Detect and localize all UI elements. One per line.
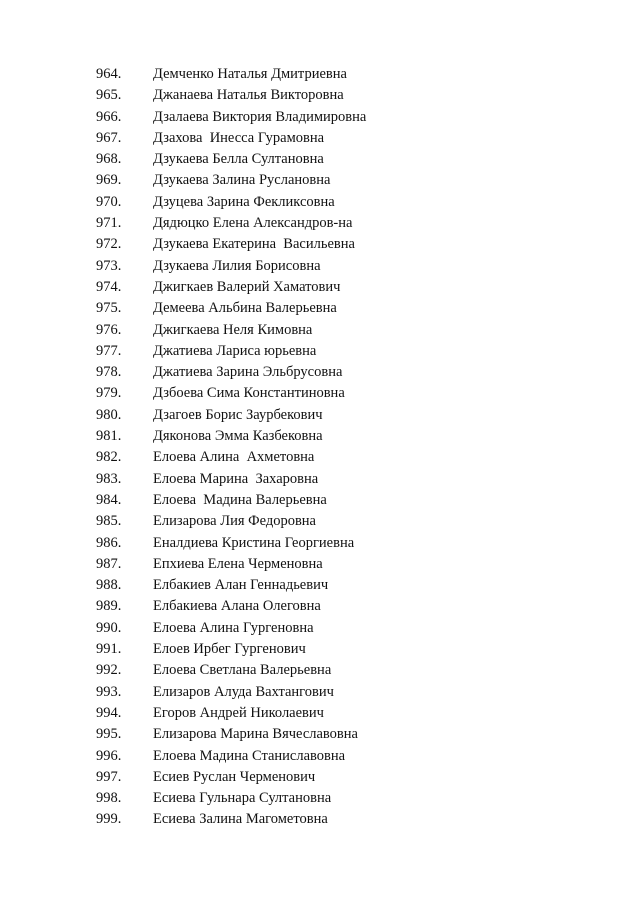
entry-number: 968.: [96, 151, 122, 168]
entry-number: 991.: [96, 641, 122, 658]
entry-number: 976.: [96, 321, 122, 338]
entry-number: 985.: [96, 513, 122, 530]
entry-name: Елоева Мадина Станиславовна: [153, 747, 346, 764]
entry-number: 973.: [96, 257, 122, 274]
entry-name: Егоров Андрей Николаевич: [153, 704, 324, 721]
entry-number: 983.: [96, 470, 122, 487]
entry-name: Елоева Алина Гургеновна: [153, 619, 314, 636]
entry-name: Дядюцко Елена Александров-на: [153, 215, 353, 232]
entry-number: 987.: [96, 555, 122, 572]
entry-name: Елоева Мадина Валерьевна: [153, 491, 327, 508]
entry-name: Дзукаева Екатерина Васильевна: [153, 236, 355, 253]
entry-number: 966.: [96, 108, 122, 125]
entry-number: 999.: [96, 811, 122, 828]
entry-name: Дзалаева Виктория Владимировна: [153, 108, 367, 125]
entry-number: 977.: [96, 342, 122, 359]
entry-number: 969.: [96, 172, 122, 189]
entry-name: Демеева Альбина Валерьевна: [153, 300, 337, 317]
entry-number: 997.: [96, 768, 122, 785]
entry-name: Елизарова Лия Федоровна: [153, 513, 316, 530]
entry-number: 981.: [96, 428, 122, 445]
entry-name: Дзуцева Зарина Фекликсовна: [153, 193, 335, 210]
entry-number: 975.: [96, 300, 122, 317]
entry-name: Демченко Наталья Дмитриевна: [153, 66, 347, 82]
entry-number: 986.: [96, 534, 122, 551]
entry-number: 990.: [96, 619, 122, 636]
entry-name: Джигкаева Неля Кимовна: [153, 321, 313, 338]
entry-number: 978.: [96, 364, 122, 381]
entry-name: Дзукаева Залина Руслановна: [153, 172, 331, 189]
entry-name: Елоева Марина Захаровна: [153, 470, 319, 487]
entry-name: Еналдиева Кристина Георгиевна: [153, 534, 355, 551]
entry-name: Джатиева Зарина Эльбрусовна: [153, 364, 343, 381]
entry-name: Джатиева Лариса юрьевна: [153, 342, 317, 359]
entry-number: 998.: [96, 790, 122, 807]
entry-number: 996.: [96, 747, 122, 764]
entry-name: Дяконова Эмма Казбековна: [153, 428, 323, 445]
entry-number: 971.: [96, 215, 122, 232]
entry-name: Есиева Залина Магометовна: [153, 811, 328, 828]
entry-number: 967.: [96, 129, 122, 146]
entry-name: Елоева Светлана Валерьевна: [153, 662, 332, 679]
entry-number: 965.: [96, 87, 122, 104]
entry-name: Елизаров Алуда Вахтангович: [153, 683, 334, 700]
entry-number: 995.: [96, 726, 122, 743]
entry-name: Дзагоев Борис Заурбекович: [153, 406, 323, 423]
entry-name: Есиев Руслан Черменович: [153, 768, 316, 785]
entry-number: 964.: [96, 66, 122, 82]
entry-number: 979.: [96, 385, 122, 402]
entry-number: 974.: [96, 278, 122, 295]
entry-name: Есиева Гульнара Султановна: [153, 790, 332, 807]
entry-name: Дзукаева Лилия Борисовна: [153, 257, 321, 274]
entry-name: Дзукаева Белла Султановна: [153, 151, 324, 168]
entry-number: 993.: [96, 683, 122, 700]
entry-name: Елбакиев Алан Геннадьевич: [153, 577, 329, 594]
entry-name: Елбакиева Алана Олеговна: [153, 598, 321, 615]
entry-name: Дзахова Инесса Гурамовна: [153, 129, 325, 146]
entry-name: Джигкаев Валерий Хаматович: [153, 278, 341, 295]
entry-number: 970.: [96, 193, 122, 210]
entry-number: 989.: [96, 598, 122, 615]
entry-number: 988.: [96, 577, 122, 594]
entry-number: 994.: [96, 704, 122, 721]
entry-number: 972.: [96, 236, 122, 253]
entry-name: Джанаева Наталья Викторовна: [153, 87, 344, 104]
entry-number: 980.: [96, 406, 122, 423]
entry-name: Елизарова Марина Вячеславовна: [153, 726, 358, 743]
entry-number: 982.: [96, 449, 122, 466]
entry-name: Елоев Ирбег Гургенович: [153, 641, 306, 658]
entry-name: Елоева Алина Ахметовна: [153, 449, 315, 466]
entry-number: 992.: [96, 662, 122, 679]
entry-number: 984.: [96, 491, 122, 508]
entry-name: Дзбоева Сима Константиновна: [153, 385, 345, 402]
entry-name: Епхиева Елена Черменовна: [153, 555, 323, 572]
